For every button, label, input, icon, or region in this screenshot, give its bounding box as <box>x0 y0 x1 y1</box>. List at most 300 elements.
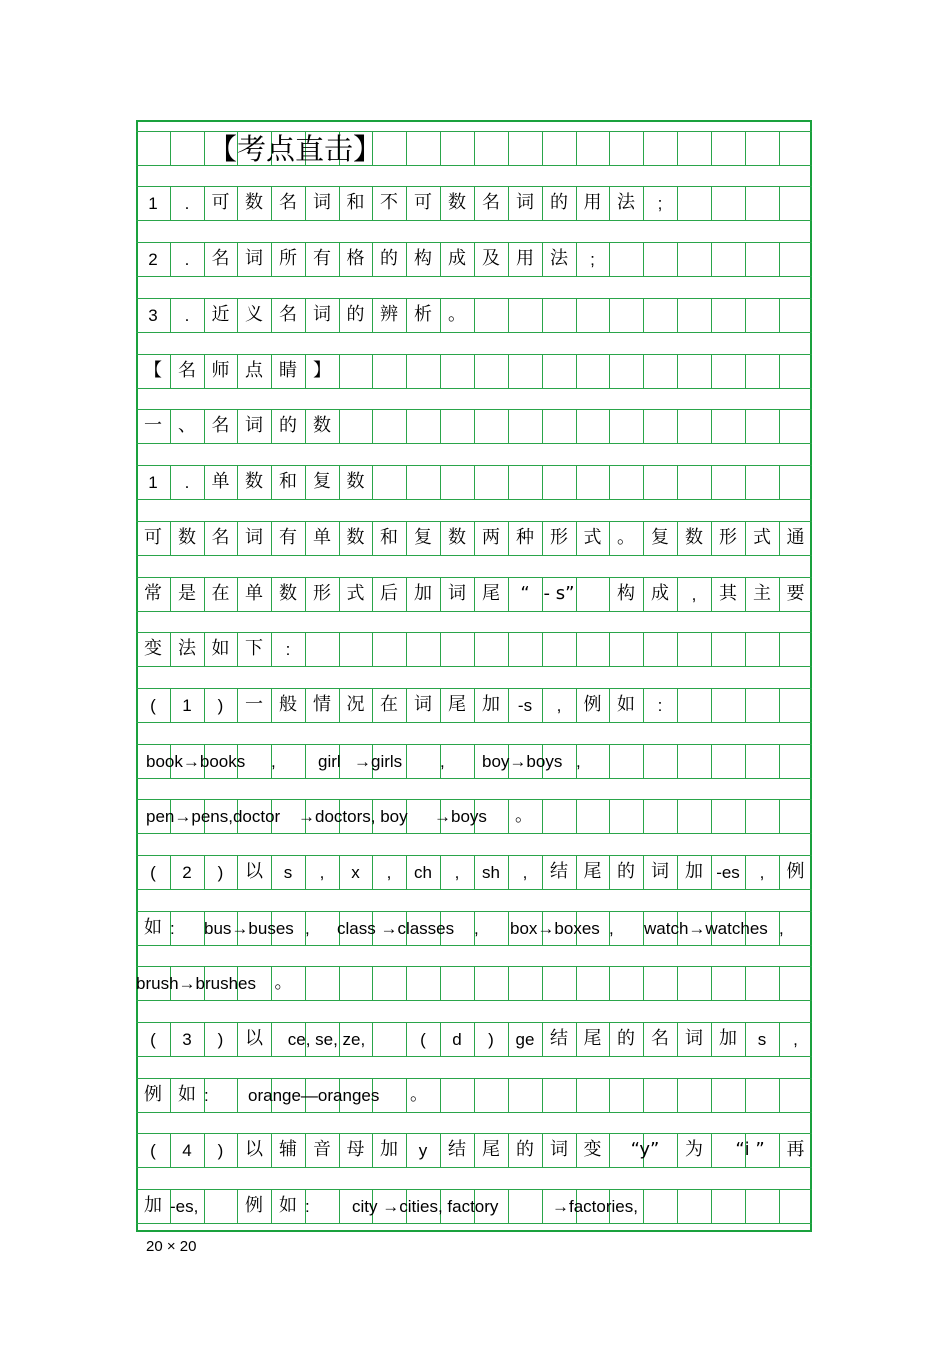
grid-text-span: , <box>440 751 445 771</box>
grid-char: 名 <box>279 192 297 213</box>
grid-char: -s <box>517 695 533 715</box>
grid-vline <box>643 966 644 1000</box>
grid-hline <box>136 555 812 556</box>
grid-char: ; <box>657 193 663 213</box>
grid-char: 下 <box>245 638 263 659</box>
grid-vline <box>609 242 610 276</box>
grid-char: 构 <box>617 583 635 604</box>
grid-char: 主 <box>753 583 771 604</box>
grid-vline <box>271 1022 272 1056</box>
grid-vline <box>745 966 746 1000</box>
grid-char: 和 <box>380 527 398 548</box>
grid-char: 况 <box>346 694 365 715</box>
grid-hline <box>136 778 812 779</box>
grid-vline <box>643 409 644 443</box>
grid-char: ( <box>150 695 156 715</box>
grid-char: 以 <box>245 1028 263 1049</box>
grid-char: 的 <box>380 248 398 269</box>
grid-vline <box>542 465 543 499</box>
grid-char: 可 <box>414 192 432 213</box>
grid-vline <box>711 298 712 332</box>
grid-hline <box>136 611 812 612</box>
grid-char: ge <box>515 1029 535 1049</box>
grid-vline <box>576 632 577 666</box>
grid-hline <box>136 722 812 723</box>
grid-vline <box>745 131 746 165</box>
grid-hline <box>136 1112 812 1113</box>
grid-vline <box>779 1189 780 1223</box>
grid-vline <box>204 131 205 165</box>
grid-char: 词 <box>414 694 432 715</box>
grid-vline <box>745 465 746 499</box>
grid-hline <box>136 1230 812 1232</box>
grid-char: , <box>386 862 392 882</box>
grid-char: sh <box>482 862 500 882</box>
grid-hline <box>136 945 812 946</box>
grid-char: 加 <box>719 1028 737 1049</box>
grid-text-span: 如 <box>279 1195 297 1216</box>
grid-text-span: 如 <box>178 1084 196 1105</box>
grid-vline <box>609 409 610 443</box>
grid-vline <box>711 354 712 388</box>
grid-vline <box>609 632 610 666</box>
grid-vline <box>779 744 780 778</box>
grid-char: 常 <box>144 583 162 604</box>
grid-char: ) <box>217 1140 224 1160</box>
grid-char: 成 <box>448 248 466 269</box>
grid-vline <box>609 131 610 165</box>
grid-vline <box>711 186 712 220</box>
grid-vline <box>508 1078 509 1112</box>
grid-vline <box>440 632 441 666</box>
grid-char: ( <box>150 1029 156 1049</box>
grid-vline <box>643 131 644 165</box>
grid-char: 的 <box>516 1139 534 1160</box>
grid-vline <box>677 186 678 220</box>
grid-char: 3 <box>148 305 158 325</box>
grid-char: 辅 <box>279 1139 297 1160</box>
grid-vline <box>779 688 780 722</box>
grid-char: 词 <box>651 861 669 882</box>
grid-vline <box>745 632 746 666</box>
grid-char: 形 <box>719 527 737 548</box>
grid-char: 结 <box>448 1139 466 1160</box>
grid-vline <box>609 744 610 778</box>
grid-vline <box>576 465 577 499</box>
grid-vline <box>677 799 678 833</box>
grid-char: x <box>351 862 360 882</box>
grid-hline <box>136 220 812 221</box>
grid-vline <box>643 298 644 332</box>
grid-vline <box>474 465 475 499</box>
grid-char: , <box>454 862 460 882</box>
grid-char: 所 <box>279 248 297 269</box>
grid-vline <box>745 744 746 778</box>
grid-text-span: : <box>170 918 175 938</box>
grid-text-span: , <box>609 918 614 938</box>
grid-char: 般 <box>279 694 297 715</box>
grid-char: 名 <box>211 415 230 436</box>
grid-vline <box>508 632 509 666</box>
grid-char: 变 <box>144 638 162 659</box>
grid-char: 数 <box>448 527 466 548</box>
grid-hline <box>136 499 812 500</box>
grid-hline <box>136 388 812 389</box>
grid-hline <box>136 833 812 834</box>
grid-vline <box>474 1078 475 1112</box>
grid-vline <box>406 632 407 666</box>
grid-char: 法 <box>550 248 568 269</box>
grid-char: 词 <box>245 415 263 436</box>
grid-char: 结 <box>550 861 568 882</box>
grid-vline <box>711 1189 712 1223</box>
grid-char: 例 <box>583 694 602 715</box>
grid-text-span: box→boxes <box>510 918 600 938</box>
grid-char: 数 <box>178 527 196 548</box>
grid-vline <box>609 354 610 388</box>
grid-vline <box>440 354 441 388</box>
grid-vline <box>372 465 373 499</box>
grid-vline <box>779 966 780 1000</box>
grid-vline <box>779 354 780 388</box>
grid-vline <box>372 632 373 666</box>
grid-vline <box>542 1078 543 1112</box>
grid-char: 名 <box>279 304 297 325</box>
grid-char: 数 <box>279 583 297 604</box>
grid-char: y <box>418 1140 428 1160</box>
grid-vline <box>406 409 407 443</box>
grid-vline <box>643 242 644 276</box>
grid-char: d <box>452 1029 462 1049</box>
grid-char: 辨 <box>380 304 398 325</box>
grid-char: 通 <box>786 527 805 548</box>
grid-vline <box>779 465 780 499</box>
grid-char: 词 <box>516 192 534 213</box>
grid-char: 尾 <box>482 1139 500 1160</box>
grid-char: 不 <box>380 192 398 213</box>
grid-char: 尾 <box>583 1028 602 1049</box>
grid-char: 的 <box>279 415 297 436</box>
grid-char: ) <box>488 1029 494 1049</box>
grid-vline <box>677 298 678 332</box>
grid-char: ) <box>217 862 224 882</box>
grid-vline <box>474 131 475 165</box>
grid-text-span: 。 <box>515 805 533 826</box>
grid-text-span: boy→boys <box>482 751 563 771</box>
grid-char: 以 <box>245 861 263 882</box>
grid-char: 尾 <box>482 583 500 604</box>
grid-char: 。 <box>448 304 466 325</box>
grid-hline <box>136 276 812 277</box>
grid-vline <box>643 1078 644 1112</box>
grid-vline <box>339 632 340 666</box>
grid-vline <box>609 1133 610 1167</box>
grid-char: 可 <box>211 192 230 213</box>
grid-char: 【 <box>144 360 162 381</box>
grid-char: , <box>793 1029 798 1049</box>
grid-text-span: orange—oranges <box>248 1085 380 1105</box>
grid-vline <box>474 632 475 666</box>
grid-char: 点 <box>245 360 263 381</box>
grid-char: 数 <box>685 527 703 548</box>
grid-char: 词 <box>245 527 263 548</box>
grid-char: 法 <box>617 192 635 213</box>
grid-char: 后 <box>380 583 398 604</box>
grid-char: “y” <box>630 1139 660 1160</box>
grid-char: 式 <box>583 527 602 548</box>
grid-char: 单 <box>313 527 331 548</box>
grid-char: 名 <box>178 360 196 381</box>
grid-char: 法 <box>178 638 196 659</box>
grid-vline <box>339 966 340 1000</box>
grid-vline <box>372 409 373 443</box>
grid-char: 再 <box>786 1139 805 1160</box>
grid-vline <box>576 799 577 833</box>
grid-vline <box>643 465 644 499</box>
grid-vline <box>305 966 306 1000</box>
grid-char: ( <box>150 1140 156 1160</box>
grid-char: 2 <box>182 862 192 882</box>
grid-char: 可 <box>144 527 162 548</box>
grid-char: 加 <box>685 861 703 882</box>
grid-char: 种 <box>516 527 534 548</box>
grid-char: 如 <box>617 694 635 715</box>
grid-vline <box>542 799 543 833</box>
grid-char: , <box>522 862 528 882</box>
grid-char: “i ” <box>735 1139 765 1160</box>
grid-char: ) <box>217 695 224 715</box>
grid-text-span: 例 <box>144 1084 162 1105</box>
grid-text-span: brush→brushes <box>136 973 257 993</box>
grid-vline <box>339 354 340 388</box>
grid-vline <box>745 298 746 332</box>
grid-char: 变 <box>583 1139 602 1160</box>
grid-char: 数 <box>245 192 263 213</box>
grid-char: 如 <box>211 638 230 659</box>
grid-vline <box>542 1189 543 1223</box>
grid-vline <box>677 409 678 443</box>
grid-vline <box>779 298 780 332</box>
grid-char: 用 <box>516 248 534 269</box>
grid-char: 1 <box>182 695 192 715</box>
grid-hline <box>136 1000 812 1001</box>
grid-vline <box>339 409 340 443</box>
grid-vline <box>711 242 712 276</box>
grid-hline <box>136 1167 812 1168</box>
grid-vline <box>711 1078 712 1112</box>
grid-char: 在 <box>211 583 230 604</box>
grid-text-span: class →classes <box>337 918 455 938</box>
grid-char: 数 <box>245 471 263 492</box>
grid-vline <box>745 354 746 388</box>
grid-vline <box>170 131 171 165</box>
grid-text-span: : <box>305 1196 310 1216</box>
grid-char: : <box>657 695 663 715</box>
grid-char: ; <box>590 249 595 269</box>
grid-char: 名 <box>651 1028 669 1049</box>
grid-vline <box>677 354 678 388</box>
grid-char: ) <box>217 1029 224 1049</box>
grid-text-span: book→books <box>146 751 246 771</box>
grid-text-span: →doctors, boy <box>298 806 408 826</box>
grid-char: 的 <box>617 1028 635 1049</box>
grid-char: 式 <box>346 583 365 604</box>
grid-vline <box>508 465 509 499</box>
grid-vline <box>474 409 475 443</box>
grid-vline <box>474 354 475 388</box>
grid-text-span: 加 <box>144 1195 162 1216</box>
grid-vline <box>745 799 746 833</box>
grid-vline <box>745 688 746 722</box>
grid-size-label: 20 × 20 <box>146 1238 197 1255</box>
grid-char: 词 <box>550 1139 568 1160</box>
grid-vline <box>508 966 509 1000</box>
grid-char: 成 <box>651 583 669 604</box>
grid-char: 及 <box>482 248 500 269</box>
grid-vline <box>779 186 780 220</box>
grid-vline <box>711 465 712 499</box>
grid-vline <box>474 966 475 1000</box>
grid-vline <box>643 744 644 778</box>
grid-text-span: , <box>474 918 479 938</box>
grid-char: 复 <box>414 527 432 548</box>
grid-paper <box>136 120 812 1232</box>
grid-vline <box>677 966 678 1000</box>
grid-char: 结 <box>550 1028 568 1049</box>
grid-char: 要 <box>786 583 805 604</box>
grid-char: s <box>757 1029 767 1049</box>
grid-char: , <box>319 862 325 882</box>
grid-char: 情 <box>313 694 331 715</box>
grid-vline <box>542 966 543 1000</box>
grid-text-span: →girls <box>354 751 403 771</box>
grid-vline <box>779 131 780 165</box>
grid-char: 形 <box>550 527 568 548</box>
grid-vline <box>779 242 780 276</box>
grid-vline <box>372 354 373 388</box>
grid-char: 数 <box>448 192 466 213</box>
grid-char: 。 <box>617 527 635 548</box>
grid-char: , <box>556 695 562 715</box>
grid-char: 复 <box>651 527 669 548</box>
grid-text-span: 。 <box>410 1084 428 1105</box>
grid-vline <box>711 131 712 165</box>
grid-vline <box>643 632 644 666</box>
grid-char: 1 <box>148 472 158 492</box>
grid-hline <box>136 332 812 333</box>
grid-char: 名 <box>211 527 230 548</box>
grid-char: 名 <box>482 192 500 213</box>
grid-char: ch <box>414 862 432 882</box>
grid-hline <box>136 443 812 444</box>
grid-vline <box>643 799 644 833</box>
grid-vline <box>711 409 712 443</box>
grid-vline <box>406 966 407 1000</box>
section-title: 【考点直击】 <box>208 131 383 166</box>
grid-vline <box>609 1078 610 1112</box>
grid-vline <box>372 1022 373 1056</box>
grid-vline <box>440 409 441 443</box>
grid-vline <box>474 298 475 332</box>
grid-text-span: 。 <box>274 972 293 993</box>
grid-vline <box>677 688 678 722</box>
grid-char: 加 <box>414 583 432 604</box>
grid-vline <box>745 409 746 443</box>
grid-char: 词 <box>313 304 331 325</box>
grid-char: 和 <box>279 471 297 492</box>
grid-vline <box>779 409 780 443</box>
grid-char: 、 <box>178 415 196 436</box>
grid-text-span: →factories, <box>552 1196 638 1216</box>
grid-vline <box>711 799 712 833</box>
grid-vline <box>609 298 610 332</box>
grid-char: 数 <box>346 527 365 548</box>
grid-vline <box>542 354 543 388</box>
grid-char: 在 <box>380 694 398 715</box>
grid-vline <box>542 632 543 666</box>
grid-text-span: , <box>305 918 310 938</box>
grid-vline <box>745 242 746 276</box>
grid-char: 为 <box>685 1139 703 1160</box>
grid-text-span: , <box>271 751 276 771</box>
grid-text-span: 如 <box>144 917 162 938</box>
grid-char: 尾 <box>448 694 466 715</box>
grid-vline <box>508 911 509 945</box>
grid-text-span: 例 <box>245 1195 263 1216</box>
grid-text-span: watch→watches <box>644 918 768 938</box>
grid-vline <box>609 966 610 1000</box>
grid-char: 】 <box>313 360 331 381</box>
grid-vline <box>508 298 509 332</box>
grid-char: 式 <box>753 527 771 548</box>
grid-hline <box>136 889 812 890</box>
grid-char: 单 <box>245 583 263 604</box>
grid-vline <box>542 298 543 332</box>
grid-vline <box>440 465 441 499</box>
grid-char: ce, se, ze, <box>287 1029 366 1049</box>
grid-char: 有 <box>313 248 331 269</box>
grid-char: “ <box>520 583 530 604</box>
grid-char: , <box>691 584 697 604</box>
grid-char: 两 <box>482 527 500 548</box>
grid-char: 名 <box>211 248 230 269</box>
grid-char: 师 <box>211 360 230 381</box>
grid-char: 义 <box>245 304 263 325</box>
grid-vline <box>677 632 678 666</box>
grid-vline <box>745 186 746 220</box>
grid-vline <box>542 131 543 165</box>
grid-char: 母 <box>346 1139 365 1160</box>
grid-char: 词 <box>245 248 263 269</box>
grid-vline <box>576 966 577 1000</box>
grid-char: s <box>283 862 293 882</box>
grid-char: 词 <box>685 1028 703 1049</box>
grid-char: , <box>759 862 765 882</box>
grid-char: : <box>285 639 291 659</box>
grid-vline <box>339 1189 340 1223</box>
grid-text-span: , <box>779 918 784 938</box>
grid-vline <box>745 1078 746 1112</box>
grid-char: . <box>184 249 190 269</box>
grid-vline <box>779 1078 780 1112</box>
grid-text-span: bus→buses <box>204 918 294 938</box>
grid-vline <box>677 465 678 499</box>
grid-vline <box>406 354 407 388</box>
grid-char: 格 <box>346 248 365 269</box>
grid-char: 近 <box>211 304 230 325</box>
grid-char: 构 <box>414 248 432 269</box>
grid-vline <box>440 966 441 1000</box>
